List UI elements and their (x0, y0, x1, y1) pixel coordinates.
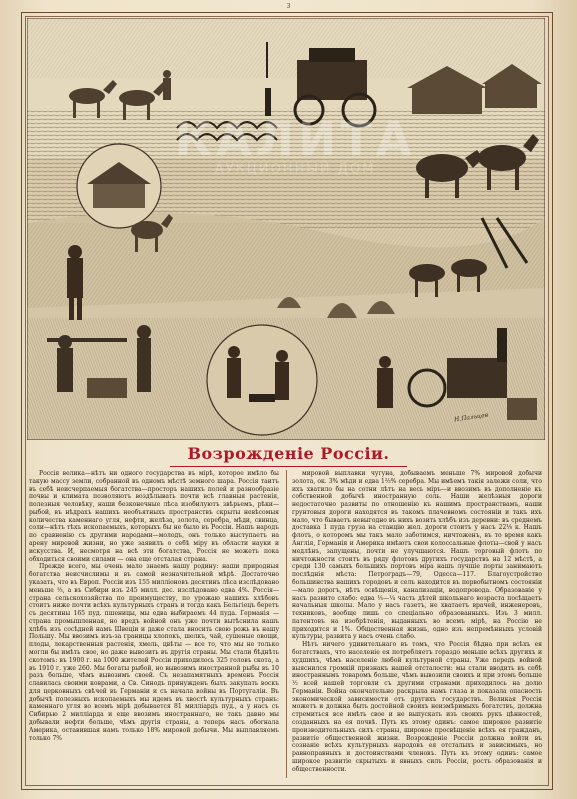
article-title: Возрожденіе Россіи. (187, 444, 390, 463)
vignette-farmhouse (77, 144, 161, 228)
article-column-right (292, 470, 542, 780)
column-divider (286, 470, 287, 778)
watermark-subtext: АУКЦИОННЫЙ ДОМ (214, 162, 376, 177)
title-underline (170, 466, 407, 467)
paragraph: Россія велика—нѣтъ ни одного государства въ мірѣ, которое имѣло бы такую массу земли, собранной въ одномъ мѣстѣ земного шара. Россія таитъ въ себѣ неисчерпаемыя богатства—просторъ нашихъ полей и разнообразіе почвы и климата позволяютъ воздѣлывать почти всѣ главныя растенія, полезныя человѣку, наши безконечные лѣса изобилуютъ звѣрьемъ, рѣки—рыбой, въ нѣдрахъ нашихъ необъятныхъ пространствъ скрыты невѣсомыя количества каменнаго угля, нефти, желѣза, золота, серебра, мѣди, свинца, соли—нѣтъ тѣхъ ископаемыхъ, которыхъ бы не было въ Россіи. Нашъ народъ по сравненію съ другими народами—молодъ, онъ только выступаетъ на арену мировой жизни, но уже заявилъ о себѣ міру въ области науки и искусства. И, несмотря на всѣ эти богатства, Россія не можетъ пока обходиться своими силами — она еще отсталая страна. (29, 470, 279, 563)
paragraph: Прежде всего, мы очень мало знаемъ нашу родину: наши природныя богатства неисчислимы и въ самой незначительной мѣрѣ. Достаточно указать, что въ Европ. Россіи изъ 155 милліоновъ десятинъ лѣса изслѣдовано меньше ⅓, а въ Сибири изъ 245 милл. дес. изслѣдовано едва 4%. Россія—страна сельскохозяйства по преимуществу, по урожаю нашихъ хлѣбовъ стоитъ ниже почти всѣхъ культурныхъ странъ и тогда какъ Бельгіецъ беретъ съ десятины 165 пуд. пшеницы, мы едва выбираемъ 44 пуда. Германія — страна промышленная, но вредъ войной онъ уже почти вытѣснила нашъ хлѣбъ изъ сосѣдней намъ Швеціи и даже стала вносить свою рожь въ нашу Польшу. Мы ввозимъ изъ-за границы хлопокъ, шелкъ, чай, сушеные овощи, плоды, лекарственныя растенія, хмель, цвѣты — все то, что мы не только могли бы имѣть свое, но даже вывозить въ другія страны. Мы стали бѣднѣть скотомъ: въ 1900 г. на 1000 жителей Россіи приходилось 325 головъ скота, а въ 1910 г. уже 260. Мы богаты рыбой, но вывозимъ иностранной рыбы въ 10 разъ больше, чѣмъ вывозимъ своей. Съ незапамятныхъ временъ Россія славилась своими коврами, а Св. Синодъ принужденъ былъ закупать воскъ для церковныхъ свѣчей въ Германіи и съ начала войны въ Португаліи. Въ добычѣ полезныхъ ископаемыхъ мы идемъ въ хвостѣ культурныхъ странъ: каменнаго угля во всемъ мірѣ добывается 81 милліардъ пуд., а у насъ съ Сибирью 2 милліарда и еще ввозимъ иностраннаго, не такъ давно мы добывали нефти больше, чѣмъ другія страны, а теперь насъ обогнала Америка, оставившая намъ только 18% мировой добычи. Мы выплавляемъ только 7% (29, 563, 279, 742)
engraving-illustration (27, 18, 545, 440)
engraver-signature: Н.Пальцев (453, 411, 489, 424)
watermark-text: КАЛИТА (174, 112, 416, 166)
page-number: 3 (286, 3, 291, 10)
engraving-drawing (27, 18, 545, 440)
vignette-blacksmiths (207, 325, 317, 435)
paragraph: Нѣтъ ничего удивительнаго въ томъ, что Россія бѣдна при всѣхъ ея богатствахъ, что населеніе ея потребляетъ гораздо меньше всѣхъ другихъ и худшихъ, чѣмъ населеніе любой культурной страны. Уже передъ войной выяснился громкій признакъ нашей отсталости: мы стали вводить въ себѣ иностраннымъ товаромъ больше, чѣмъ вывозили своихъ и при этомъ больше ½ всей нашей торговли съ другими странами приходилось на долю Германіи. Война окончательно раскрыла намъ глаза и показала опасность экономической зависимости отъ другихъ государствъ. Великая Россія можетъ и должна быть достойной своихъ неизмѣримыхъ богатствъ, должна стремиться все имѣть свое и не выпускать изъ своихъ рукъ цѣнностей, созданныхъ на ея почвѣ. Путь къ этому одинъ: самое широкое развитіе производительныхъ силъ страны, широкое просвѣщеніе всѣхъ ея гражданъ, развитіе общественной жизни. Возрожденіе Россіи должна войти въ сознаніе всѣхъ культурныхъ народовъ ея отсталыхъ и зависимыхъ, но равноправныхъ и достоинствами членовъ. Путь къ этому одинъ: самое широкое развитіе скрытыхъ и явныхъ силъ Россіи, ростъ образованія и общественности. (292, 641, 542, 773)
article-column-left (29, 470, 279, 780)
paragraph: мировой выплавки чугуна, добываемъ меньше 7% мировой добычи золота, ок. 3% мѣди и едва 1⅔% серебра. Мы имѣемъ такія залежи соли, что ихъ хватило бы на сотни лѣтъ на весь міръ—и ввозимъ въ дополненіе къ собственной добычѣ иностранную соль. Наши желѣзныя дороги недостаточно развиты по отношенію къ нашимъ пространствамъ, наши грунтовыя дороги находятся въ такомъ плачевномъ состояніи и такъ ихъ мало, что бываетъ невыгодно въ нихъ возить хлѣбъ изъ деревни: въ среднемъ доставка 1 пуда груза на станцію жел. дороги стоитъ у насъ 22⅛ к. Нашъ флотъ, о которомъ мы такъ мало заботимся, ничтоженъ, въ то время какъ Англія, Германія и Америка имѣютъ свои колоссальные флоты—свой у насъ медлѣнъ, запущены, почти не улучшаются. Нашъ торговый флотъ по ничтожности стоитъ въ ряду флотовъ другихъ государствъ на 12 мѣстѣ, а среди 130 самыхъ большихъ портовъ міра нашъ лучшіе порты занимаютъ послѣднія мѣста: Петроградъ—79, Одесса—117. Благоустройство большинства нашихъ городовъ и селъ находится въ первобытномъ состояніи—мало дорогъ, нѣтъ освѣщенія, канализаціи, водопровода. Образованіе у насъ развито слабо: едва ⅕—¼ часть дѣтей школьнаго возраста посѣщаетъ начальныя школы. Мало у насъ газетъ, не хватаетъ врачей, инженеровъ, техниковъ, вообще лишь со спеціально образованныхъ. Изъ 3 милл. патентовъ на изобрѣтенія, выданныхъ во всемъ мірѣ, на Россію не приходится и 1%. Общественная жизнь, одно изъ непремѣнныхъ условій культуры, развита у насъ очень слабо. (292, 470, 542, 641)
